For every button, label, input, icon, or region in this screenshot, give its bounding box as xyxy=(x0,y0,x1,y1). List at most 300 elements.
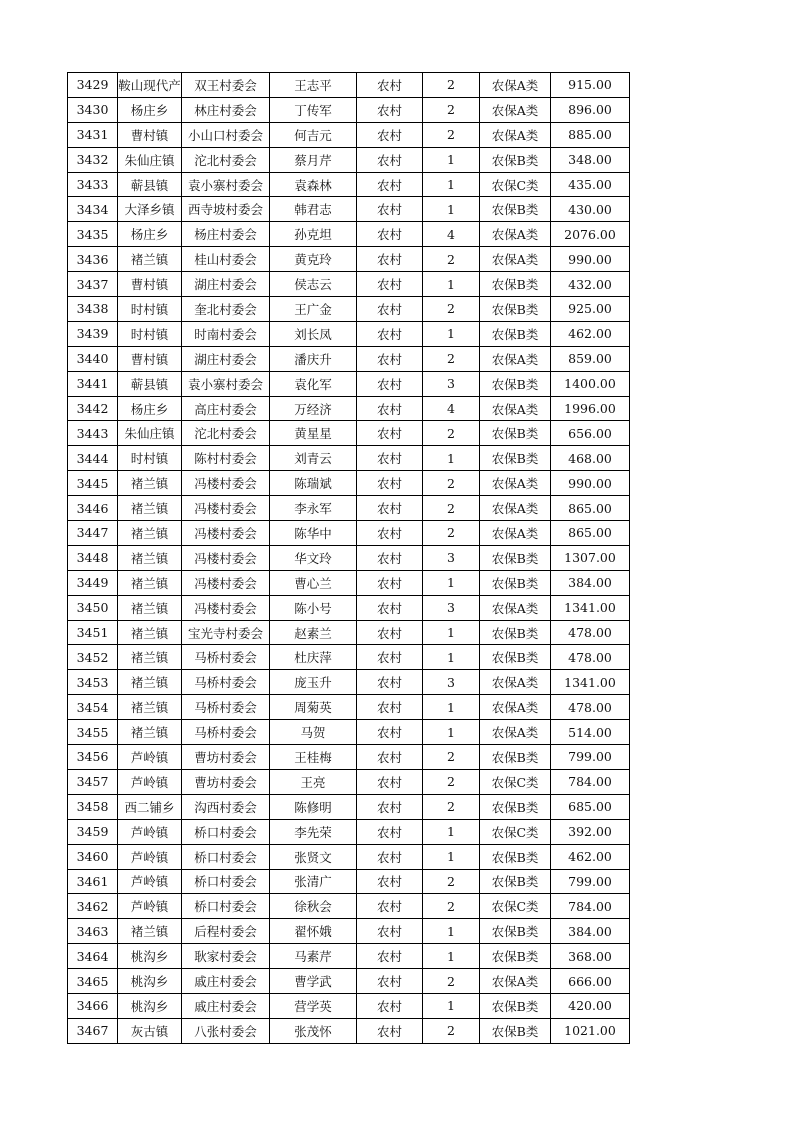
insurance-category-cell: 农保B类 xyxy=(480,794,551,819)
member-count-cell: 2 xyxy=(423,97,480,122)
row-id-cell: 3457 xyxy=(68,769,118,794)
member-count-cell: 3 xyxy=(423,371,480,396)
insurance-category-cell: 农保B类 xyxy=(480,745,551,770)
town-cell: 褚兰镇 xyxy=(118,471,182,496)
village-committee-cell: 西寺坡村委会 xyxy=(182,197,270,222)
household-type-cell: 农村 xyxy=(357,595,423,620)
member-count-cell: 1 xyxy=(423,570,480,595)
household-type-cell: 农村 xyxy=(357,346,423,371)
village-committee-cell: 八张村委会 xyxy=(182,1018,270,1043)
village-committee-cell: 冯楼村委会 xyxy=(182,570,270,595)
household-type-cell: 农村 xyxy=(357,620,423,645)
town-cell: 褚兰镇 xyxy=(118,545,182,570)
village-committee-cell: 后程村委会 xyxy=(182,919,270,944)
insurance-category-cell: 农保B类 xyxy=(480,620,551,645)
row-id-cell: 3466 xyxy=(68,993,118,1018)
row-id-cell: 3435 xyxy=(68,222,118,247)
person-name-cell: 黄星星 xyxy=(270,421,357,446)
row-id-cell: 3448 xyxy=(68,545,118,570)
town-cell: 蕲县镇 xyxy=(118,172,182,197)
amount-cell: 685.00 xyxy=(551,794,630,819)
person-name-cell: 丁传军 xyxy=(270,97,357,122)
amount-cell: 514.00 xyxy=(551,720,630,745)
insurance-category-cell: 农保B类 xyxy=(480,844,551,869)
amount-cell: 348.00 xyxy=(551,147,630,172)
person-name-cell: 李永军 xyxy=(270,496,357,521)
amount-cell: 478.00 xyxy=(551,620,630,645)
village-committee-cell: 冯楼村委会 xyxy=(182,595,270,620)
person-name-cell: 马素芹 xyxy=(270,944,357,969)
village-committee-cell: 湖庄村委会 xyxy=(182,346,270,371)
household-type-cell: 农村 xyxy=(357,745,423,770)
town-cell: 西二铺乡 xyxy=(118,794,182,819)
town-cell: 曹村镇 xyxy=(118,122,182,147)
household-type-cell: 农村 xyxy=(357,122,423,147)
table-row xyxy=(68,969,630,994)
household-type-cell: 农村 xyxy=(357,471,423,496)
person-name-cell: 万经济 xyxy=(270,396,357,421)
amount-cell: 784.00 xyxy=(551,894,630,919)
insurance-category-cell: 农保B类 xyxy=(480,421,551,446)
town-cell: 杨庄乡 xyxy=(118,97,182,122)
amount-cell: 478.00 xyxy=(551,695,630,720)
village-committee-cell: 马桥村委会 xyxy=(182,645,270,670)
household-type-cell: 农村 xyxy=(357,993,423,1018)
table-row xyxy=(68,421,630,446)
amount-cell: 1307.00 xyxy=(551,545,630,570)
amount-cell: 896.00 xyxy=(551,97,630,122)
table-row xyxy=(68,769,630,794)
village-committee-cell: 马桥村委会 xyxy=(182,720,270,745)
village-committee-cell: 冯楼村委会 xyxy=(182,545,270,570)
village-committee-cell: 高庄村委会 xyxy=(182,396,270,421)
amount-cell: 859.00 xyxy=(551,346,630,371)
person-name-cell: 黄克玲 xyxy=(270,247,357,272)
amount-cell: 462.00 xyxy=(551,844,630,869)
town-cell: 时村镇 xyxy=(118,321,182,346)
amount-cell: 430.00 xyxy=(551,197,630,222)
table-row xyxy=(68,346,630,371)
insurance-category-cell: 农保B类 xyxy=(480,869,551,894)
village-committee-cell: 桂山村委会 xyxy=(182,247,270,272)
member-count-cell: 1 xyxy=(423,321,480,346)
table-row xyxy=(68,944,630,969)
person-name-cell: 孙克坦 xyxy=(270,222,357,247)
member-count-cell: 1 xyxy=(423,993,480,1018)
person-name-cell: 华文玲 xyxy=(270,545,357,570)
person-name-cell: 陈华中 xyxy=(270,521,357,546)
member-count-cell: 2 xyxy=(423,969,480,994)
insurance-category-cell: 农保A类 xyxy=(480,222,551,247)
town-cell: 大泽乡镇 xyxy=(118,197,182,222)
town-cell: 褚兰镇 xyxy=(118,919,182,944)
village-committee-cell: 桥口村委会 xyxy=(182,894,270,919)
village-committee-cell: 小山口村委会 xyxy=(182,122,270,147)
insurance-category-cell: 农保C类 xyxy=(480,769,551,794)
member-count-cell: 1 xyxy=(423,147,480,172)
town-cell: 褚兰镇 xyxy=(118,496,182,521)
row-id-cell: 3438 xyxy=(68,297,118,322)
row-id-cell: 3436 xyxy=(68,247,118,272)
table-row xyxy=(68,197,630,222)
amount-cell: 915.00 xyxy=(551,73,630,98)
town-cell: 褚兰镇 xyxy=(118,645,182,670)
household-type-cell: 农村 xyxy=(357,222,423,247)
table-row xyxy=(68,670,630,695)
member-count-cell: 2 xyxy=(423,421,480,446)
insurance-category-cell: 农保A类 xyxy=(480,396,551,421)
row-id-cell: 3449 xyxy=(68,570,118,595)
person-name-cell: 营学英 xyxy=(270,993,357,1018)
row-id-cell: 3464 xyxy=(68,944,118,969)
insurance-category-cell: 农保C类 xyxy=(480,894,551,919)
insurance-category-cell: 农保B类 xyxy=(480,570,551,595)
town-cell: 褚兰镇 xyxy=(118,521,182,546)
person-name-cell: 王亮 xyxy=(270,769,357,794)
amount-cell: 990.00 xyxy=(551,247,630,272)
member-count-cell: 1 xyxy=(423,197,480,222)
insurance-category-cell: 农保A类 xyxy=(480,720,551,745)
town-cell: 芦岭镇 xyxy=(118,894,182,919)
household-type-cell: 农村 xyxy=(357,321,423,346)
village-committee-cell: 时南村委会 xyxy=(182,321,270,346)
person-name-cell: 王桂梅 xyxy=(270,745,357,770)
table-row xyxy=(68,446,630,471)
insurance-category-cell: 农保A类 xyxy=(480,496,551,521)
person-name-cell: 刘青云 xyxy=(270,446,357,471)
member-count-cell: 2 xyxy=(423,1018,480,1043)
row-id-cell: 3456 xyxy=(68,745,118,770)
household-type-cell: 农村 xyxy=(357,645,423,670)
town-cell: 朱仙庄镇 xyxy=(118,147,182,172)
insurance-category-cell: 农保B类 xyxy=(480,944,551,969)
row-id-cell: 3447 xyxy=(68,521,118,546)
person-name-cell: 李先荣 xyxy=(270,819,357,844)
table-row xyxy=(68,645,630,670)
household-type-cell: 农村 xyxy=(357,869,423,894)
member-count-cell: 1 xyxy=(423,620,480,645)
table-row xyxy=(68,272,630,297)
town-cell: 鞍山现代产 xyxy=(118,73,182,98)
member-count-cell: 3 xyxy=(423,670,480,695)
household-type-cell: 农村 xyxy=(357,421,423,446)
person-name-cell: 袁化军 xyxy=(270,371,357,396)
member-count-cell: 1 xyxy=(423,844,480,869)
town-cell: 褚兰镇 xyxy=(118,670,182,695)
amount-cell: 384.00 xyxy=(551,919,630,944)
row-id-cell: 3458 xyxy=(68,794,118,819)
row-id-cell: 3445 xyxy=(68,471,118,496)
member-count-cell: 3 xyxy=(423,545,480,570)
table-row xyxy=(68,471,630,496)
household-type-cell: 农村 xyxy=(357,570,423,595)
household-type-cell: 农村 xyxy=(357,73,423,98)
amount-cell: 885.00 xyxy=(551,122,630,147)
amount-cell: 2076.00 xyxy=(551,222,630,247)
person-name-cell: 张清广 xyxy=(270,869,357,894)
household-type-cell: 农村 xyxy=(357,819,423,844)
person-name-cell: 韩君志 xyxy=(270,197,357,222)
member-count-cell: 2 xyxy=(423,894,480,919)
town-cell: 芦岭镇 xyxy=(118,869,182,894)
village-committee-cell: 冯楼村委会 xyxy=(182,471,270,496)
insurance-category-cell: 农保B类 xyxy=(480,645,551,670)
row-id-cell: 3450 xyxy=(68,595,118,620)
household-type-cell: 农村 xyxy=(357,521,423,546)
household-type-cell: 农村 xyxy=(357,769,423,794)
person-name-cell: 陈瑞斌 xyxy=(270,471,357,496)
household-type-cell: 农村 xyxy=(357,695,423,720)
person-name-cell: 侯志云 xyxy=(270,272,357,297)
table-row xyxy=(68,496,630,521)
insurance-category-cell: 农保C类 xyxy=(480,172,551,197)
row-id-cell: 3439 xyxy=(68,321,118,346)
amount-cell: 1996.00 xyxy=(551,396,630,421)
amount-cell: 478.00 xyxy=(551,645,630,670)
person-name-cell: 庞玉升 xyxy=(270,670,357,695)
town-cell: 桃沟乡 xyxy=(118,993,182,1018)
member-count-cell: 1 xyxy=(423,720,480,745)
village-committee-cell: 戚庄村委会 xyxy=(182,993,270,1018)
insurance-category-cell: 农保B类 xyxy=(480,993,551,1018)
row-id-cell: 3446 xyxy=(68,496,118,521)
member-count-cell: 1 xyxy=(423,944,480,969)
household-type-cell: 农村 xyxy=(357,844,423,869)
member-count-cell: 1 xyxy=(423,919,480,944)
row-id-cell: 3433 xyxy=(68,172,118,197)
row-id-cell: 3444 xyxy=(68,446,118,471)
person-name-cell: 陈小号 xyxy=(270,595,357,620)
town-cell: 杨庄乡 xyxy=(118,222,182,247)
row-id-cell: 3440 xyxy=(68,346,118,371)
table-row xyxy=(68,869,630,894)
table-row xyxy=(68,545,630,570)
row-id-cell: 3465 xyxy=(68,969,118,994)
member-count-cell: 2 xyxy=(423,346,480,371)
member-count-cell: 2 xyxy=(423,496,480,521)
amount-cell: 666.00 xyxy=(551,969,630,994)
village-committee-cell: 马桥村委会 xyxy=(182,670,270,695)
person-name-cell: 蔡月芹 xyxy=(270,147,357,172)
amount-cell: 432.00 xyxy=(551,272,630,297)
amount-cell: 925.00 xyxy=(551,297,630,322)
village-committee-cell: 杨庄村委会 xyxy=(182,222,270,247)
household-type-cell: 农村 xyxy=(357,297,423,322)
town-cell: 褚兰镇 xyxy=(118,720,182,745)
row-id-cell: 3452 xyxy=(68,645,118,670)
insurance-category-cell: 农保A类 xyxy=(480,247,551,272)
household-type-cell: 农村 xyxy=(357,197,423,222)
insurance-category-cell: 农保B类 xyxy=(480,919,551,944)
household-type-cell: 农村 xyxy=(357,545,423,570)
town-cell: 蕲县镇 xyxy=(118,371,182,396)
row-id-cell: 3442 xyxy=(68,396,118,421)
row-id-cell: 3462 xyxy=(68,894,118,919)
person-name-cell: 王志平 xyxy=(270,73,357,98)
table-row xyxy=(68,844,630,869)
household-type-cell: 农村 xyxy=(357,496,423,521)
village-committee-cell: 湖庄村委会 xyxy=(182,272,270,297)
household-type-cell: 农村 xyxy=(357,944,423,969)
member-count-cell: 2 xyxy=(423,745,480,770)
amount-cell: 392.00 xyxy=(551,819,630,844)
insurance-category-cell: 农保B类 xyxy=(480,297,551,322)
table-row xyxy=(68,147,630,172)
table-row xyxy=(68,247,630,272)
table-row xyxy=(68,97,630,122)
village-committee-cell: 桥口村委会 xyxy=(182,844,270,869)
household-type-cell: 农村 xyxy=(357,1018,423,1043)
member-count-cell: 1 xyxy=(423,695,480,720)
member-count-cell: 1 xyxy=(423,819,480,844)
row-id-cell: 3451 xyxy=(68,620,118,645)
row-id-cell: 3441 xyxy=(68,371,118,396)
member-count-cell: 1 xyxy=(423,272,480,297)
insurance-category-cell: 农保A类 xyxy=(480,471,551,496)
insurance-category-cell: 农保B类 xyxy=(480,147,551,172)
person-name-cell: 徐秋会 xyxy=(270,894,357,919)
member-count-cell: 4 xyxy=(423,222,480,247)
member-count-cell: 3 xyxy=(423,595,480,620)
village-committee-cell: 戚庄村委会 xyxy=(182,969,270,994)
person-name-cell: 杜庆萍 xyxy=(270,645,357,670)
village-committee-cell: 沱北村委会 xyxy=(182,421,270,446)
person-name-cell: 曹学武 xyxy=(270,969,357,994)
row-id-cell: 3454 xyxy=(68,695,118,720)
insurance-category-cell: 农保A类 xyxy=(480,346,551,371)
table-row xyxy=(68,570,630,595)
insurance-category-cell: 农保C类 xyxy=(480,819,551,844)
amount-cell: 462.00 xyxy=(551,321,630,346)
insurance-category-cell: 农保B类 xyxy=(480,272,551,297)
household-type-cell: 农村 xyxy=(357,446,423,471)
row-id-cell: 3430 xyxy=(68,97,118,122)
household-type-cell: 农村 xyxy=(357,371,423,396)
insurance-category-cell: 农保A类 xyxy=(480,73,551,98)
person-name-cell: 王广金 xyxy=(270,297,357,322)
amount-cell: 865.00 xyxy=(551,496,630,521)
town-cell: 曹村镇 xyxy=(118,272,182,297)
table-row xyxy=(68,73,630,98)
amount-cell: 420.00 xyxy=(551,993,630,1018)
member-count-cell: 2 xyxy=(423,869,480,894)
town-cell: 芦岭镇 xyxy=(118,745,182,770)
village-committee-cell: 冯楼村委会 xyxy=(182,496,270,521)
village-committee-cell: 桥口村委会 xyxy=(182,819,270,844)
insurance-category-cell: 农保B类 xyxy=(480,545,551,570)
table-row xyxy=(68,993,630,1018)
member-count-cell: 2 xyxy=(423,769,480,794)
amount-cell: 656.00 xyxy=(551,421,630,446)
town-cell: 时村镇 xyxy=(118,297,182,322)
person-name-cell: 曹心兰 xyxy=(270,570,357,595)
row-id-cell: 3437 xyxy=(68,272,118,297)
insurance-category-cell: 农保A类 xyxy=(480,695,551,720)
town-cell: 褚兰镇 xyxy=(118,247,182,272)
table-row xyxy=(68,122,630,147)
amount-cell: 990.00 xyxy=(551,471,630,496)
village-committee-cell: 沟西村委会 xyxy=(182,794,270,819)
member-count-cell: 1 xyxy=(423,446,480,471)
table-row xyxy=(68,396,630,421)
town-cell: 时村镇 xyxy=(118,446,182,471)
town-cell: 褚兰镇 xyxy=(118,570,182,595)
village-committee-cell: 曹坊村委会 xyxy=(182,769,270,794)
town-cell: 曹村镇 xyxy=(118,346,182,371)
town-cell: 芦岭镇 xyxy=(118,844,182,869)
insurance-category-cell: 农保B类 xyxy=(480,197,551,222)
household-type-cell: 农村 xyxy=(357,969,423,994)
person-name-cell: 周菊英 xyxy=(270,695,357,720)
village-committee-cell: 冯楼村委会 xyxy=(182,521,270,546)
village-committee-cell: 袁小寨村委会 xyxy=(182,172,270,197)
table-row xyxy=(68,321,630,346)
member-count-cell: 4 xyxy=(423,396,480,421)
insurance-category-cell: 农保B类 xyxy=(480,371,551,396)
table-row xyxy=(68,695,630,720)
amount-cell: 1400.00 xyxy=(551,371,630,396)
row-id-cell: 3431 xyxy=(68,122,118,147)
person-name-cell: 翟怀娥 xyxy=(270,919,357,944)
amount-cell: 384.00 xyxy=(551,570,630,595)
amount-cell: 799.00 xyxy=(551,869,630,894)
village-committee-cell: 马桥村委会 xyxy=(182,695,270,720)
table-row xyxy=(68,297,630,322)
village-committee-cell: 袁小寨村委会 xyxy=(182,371,270,396)
household-type-cell: 农村 xyxy=(357,919,423,944)
amount-cell: 1341.00 xyxy=(551,595,630,620)
household-type-cell: 农村 xyxy=(357,720,423,745)
town-cell: 褚兰镇 xyxy=(118,695,182,720)
amount-cell: 784.00 xyxy=(551,769,630,794)
amount-cell: 799.00 xyxy=(551,745,630,770)
row-id-cell: 3434 xyxy=(68,197,118,222)
village-committee-cell: 林庄村委会 xyxy=(182,97,270,122)
insurance-category-cell: 农保B类 xyxy=(480,1018,551,1043)
village-committee-cell: 沱北村委会 xyxy=(182,147,270,172)
person-name-cell: 马贺 xyxy=(270,720,357,745)
amount-cell: 865.00 xyxy=(551,521,630,546)
person-name-cell: 赵素兰 xyxy=(270,620,357,645)
town-cell: 芦岭镇 xyxy=(118,769,182,794)
table-row xyxy=(68,720,630,745)
town-cell: 桃沟乡 xyxy=(118,944,182,969)
village-committee-cell: 曹坊村委会 xyxy=(182,745,270,770)
person-name-cell: 陈修明 xyxy=(270,794,357,819)
person-name-cell: 刘长凤 xyxy=(270,321,357,346)
person-name-cell: 潘庆升 xyxy=(270,346,357,371)
insurance-category-cell: 农保A类 xyxy=(480,122,551,147)
table-row xyxy=(68,894,630,919)
town-cell: 褚兰镇 xyxy=(118,595,182,620)
amount-cell: 1021.00 xyxy=(551,1018,630,1043)
table-row xyxy=(68,172,630,197)
member-count-cell: 1 xyxy=(423,645,480,670)
insurance-category-cell: 农保B类 xyxy=(480,321,551,346)
member-count-cell: 2 xyxy=(423,471,480,496)
member-count-cell: 1 xyxy=(423,172,480,197)
table-row xyxy=(68,794,630,819)
table-row xyxy=(68,521,630,546)
household-type-cell: 农村 xyxy=(357,670,423,695)
household-type-cell: 农村 xyxy=(357,396,423,421)
town-cell: 桃沟乡 xyxy=(118,969,182,994)
insurance-category-cell: 农保A类 xyxy=(480,97,551,122)
town-cell: 灰古镇 xyxy=(118,1018,182,1043)
person-name-cell: 张茂怀 xyxy=(270,1018,357,1043)
person-name-cell: 张贤文 xyxy=(270,844,357,869)
table-row xyxy=(68,371,630,396)
